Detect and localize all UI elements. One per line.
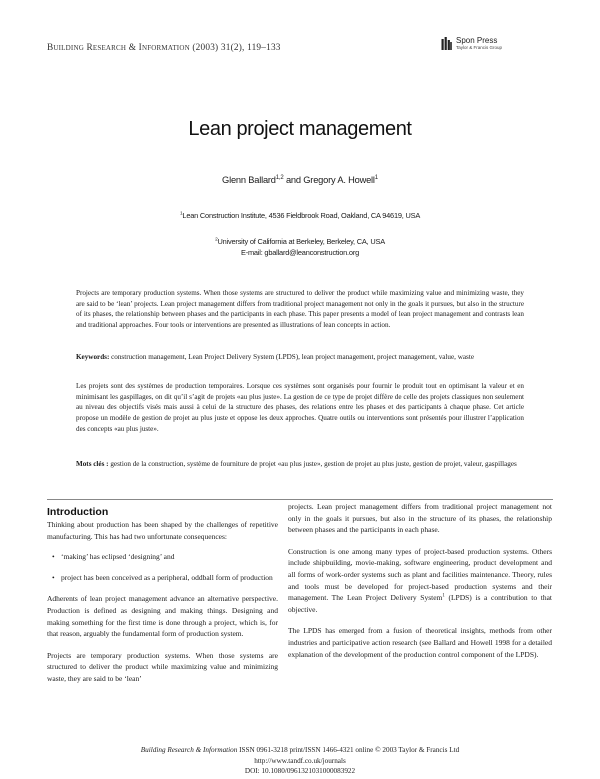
- affiliation-2-text: University of California at Berkeley, Berkeley, CA, USA: [217, 237, 385, 246]
- publisher-subtitle: Taylor & Francis Group: [456, 45, 503, 50]
- contact-email: E-mail: gballard@leanconstruction.org: [240, 248, 359, 257]
- affiliation-1-text: Lean Construction Institute, 4536 Fieldbrook Road, Oakland, CA 94619, USA: [182, 211, 421, 220]
- list-item: • ‘making’ has eclipsed ‘designing’ and: [47, 551, 278, 563]
- footer-url[interactable]: http://www.tandf.co.uk/journals: [254, 756, 346, 765]
- intro-paragraph-2: Adherents of lean project management advance an alternative perspective. Production is defined as designing and making things. Designing and making something for the first time is done through a project, which is, for that reason, arguably the fundamental form of production system.: [47, 594, 278, 639]
- paper-title: Lean project management: [188, 118, 412, 140]
- section-heading-introduction: Introduction: [47, 506, 109, 518]
- intro-paragraph-1: Thinking about production has been shaped by the challenges of repetitive manufacturing. This has had two unfortunate consequences:: [47, 520, 278, 541]
- intro-paragraph-5-text: Construction is one among many types of project-based production systems. Others include shipbuilding, movie-making, software engineering, product development and all forms of work-order systems such as plant and facilities maintenance. Theory, rules and tools must be developed for project-based production systems and their management. The Lean Project Delivery System: [288, 546, 552, 603]
- intro-paragraph-4: projects. Lean project management differs from traditional project management not only in the goals it pursues, but also in the structure of its phases, the relationship between phases and the participants in each phase.: [288, 502, 552, 535]
- author-connector: and: [283, 175, 304, 185]
- right-column: [288, 501, 552, 660]
- publisher-tower-icon: [441, 37, 452, 50]
- abstract-french: Les projets sont des systèmes de production temporaires. Lorsque ces systèmes sont organisés pour fournir le produit tout en optimisant la valeur et en minimisant les gaspillages, on dit qu’il s’agit de projets «au plus juste». La gestion de ce type de projet diffère de celle des projets classiques non seulement au niveau des objectifs visés mais aussi à celui de la structure des phases, des relations entre les phases et des participants à chaque phase. Cet article propose un modèle de gestion de projet au plus juste et oppose les deux approches. Quatre outils ou interventions sont présentés pour illustrer l’application des concepts «au plus juste».: [76, 382, 524, 433]
- keywords-fr-label: Mots clés :: [76, 460, 109, 468]
- affiliation-2: [0, 236, 600, 258]
- intro-paragraph-5: [288, 546, 552, 616]
- keywords-label: Keywords:: [76, 353, 110, 361]
- list-item: • project has been conceived as a peripheral, oddball form of production: [47, 572, 278, 584]
- publisher-logo: [441, 37, 502, 51]
- footer-journal: Building Research & Information: [140, 746, 238, 754]
- consequences-list: [47, 551, 278, 583]
- affiliation-1: [0, 211, 600, 220]
- left-column: [47, 519, 278, 685]
- publisher-name: Spon Press: [456, 36, 498, 45]
- footer: [0, 745, 600, 777]
- keywords-english: [76, 352, 524, 363]
- author-1-superscript: 1,2: [275, 174, 284, 181]
- keywords-value: construction management, Lean Project Delivery System (LPDS), lean project management, project management, value, waste: [111, 353, 474, 361]
- affiliation-2-superscript: 2: [215, 237, 218, 243]
- author-2: Gregory A. Howell: [303, 175, 375, 185]
- intro-paragraph-5-end: (LPDS) is a contribution to that objective.: [288, 593, 552, 614]
- author-1: Glenn Ballard: [222, 175, 276, 185]
- author-2-superscript: 1: [374, 174, 378, 181]
- footnote-marker: 1: [442, 593, 445, 599]
- keywords-french: [76, 459, 524, 470]
- footer-doi: DOI: 10.1080/0961321031000083922: [244, 767, 356, 775]
- footer-issn: ISSN 0961-3218 print/ISSN 1466-4321 online © 2003 Taylor & Francis Ltd: [237, 746, 460, 754]
- keywords-fr-value: gestion de la construction, système de fourniture de projet «au plus juste», gestion de projet au plus juste, gestion de projet, valeur, gaspillages: [110, 460, 517, 468]
- author-line: [0, 175, 600, 185]
- intro-paragraph-3: Projects are temporary production systems. When those systems are structured to deliver the product while maximizing value and minimizing waste, they are said to be ‘lean’: [47, 650, 278, 683]
- intro-paragraph-6: The LPDS has emerged from a fusion of theoretical insights, methods from other industries and participative action research (see Ballard and Howell 1998 for a detailed explanation of the development of the production control component of the LPDS).: [288, 626, 552, 659]
- affiliation-1-superscript: 1: [179, 211, 183, 217]
- section-divider: [47, 499, 553, 500]
- abstract-english: Projects are temporary production systems. When those systems are structured to deliver the product while maximizing value and minimizing waste, they are said to be ‘lean’ projects. Lean project management differs from traditional project management not only in the goals it pursues, but also in the structure of its phases, the relationship between phases and the participants in each phase. This paper presents a model of lean project management and contrasts lean and traditional approaches. Four tools or interventions are presented as illustrations of lean concepts in action.: [76, 289, 524, 330]
- journal-reference: Building Research & Information (2003) 31(2), 119–133: [47, 43, 281, 53]
